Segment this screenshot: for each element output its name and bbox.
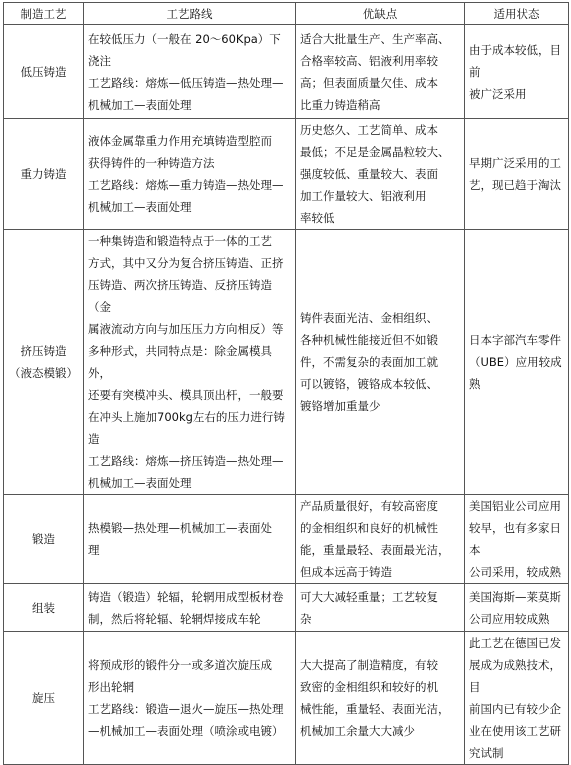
header-status: 适用状态: [465, 3, 569, 25]
cell-route-line: 热模锻—热处理—机械加工—表面处: [88, 521, 272, 535]
cell-route-line: 工艺路线：熔炼—低压铸造—热处理—: [88, 75, 284, 90]
cell-route-line: 属液流动方向与加压压力方向相反）等: [88, 322, 284, 336]
cell-pros-cons-line: 加工作量较大、铝液利用: [300, 189, 427, 203]
cell-pros-cons-line: 历史悠久、工艺简单、成本: [300, 123, 438, 137]
cell-status: [465, 119, 569, 230]
cell-process: [4, 230, 84, 495]
header-route: 工艺路线: [84, 3, 296, 25]
cell-status-line: 美国铝业公司应用: [469, 499, 561, 513]
cell-pros-cons-line: 可大大减轻重量；工艺较复: [300, 589, 438, 604]
cell-process-line: 低压铸造: [20, 64, 67, 79]
cell-pros-cons-line: 可以镀铬，镀铬成本较低、: [300, 377, 438, 391]
cell-route-line: 铸造（锻造）轮辐，轮辋用成型板材卷: [88, 589, 284, 604]
header-row: [4, 3, 569, 25]
cell-route-line: —机械加工—表面处理（喷涂或电镀）: [88, 724, 284, 738]
cell-pros-cons-line: 各种机械性能接近但不如锻: [300, 333, 438, 347]
table-row: [4, 584, 569, 632]
cell-pros-cons: [296, 495, 465, 584]
cell-process: [4, 495, 84, 584]
cell-status-line: 被广泛采用: [469, 86, 527, 101]
cell-route-line: 将预成形的锻件分一或多道次旋压成: [88, 658, 272, 672]
cell-status-line: 公司应用较成熟: [469, 611, 550, 626]
cell-status-line: 由于成本较低，目前: [469, 42, 561, 79]
cell-status-line: 艺，现已趋于淘汰: [469, 178, 561, 192]
cell-status-line: 美国海斯—莱莫斯: [469, 589, 561, 604]
cell-process-line: 旋压: [32, 691, 55, 705]
cell-pros-cons: [296, 584, 465, 632]
cell-pros-cons: [296, 25, 465, 119]
cell-route: [84, 495, 296, 584]
cell-route: [84, 230, 296, 495]
cell-pros-cons-line: 能，重量最轻、表面最光洁，: [300, 543, 450, 557]
cell-status: [465, 230, 569, 495]
cell-process: [4, 584, 84, 632]
cell-route: [84, 584, 296, 632]
cell-status-line: 究试制: [469, 746, 504, 760]
cell-process-line: 挤压铸造: [20, 344, 67, 358]
cell-pros-cons-line: 产品质量很好，有较高密度: [300, 499, 438, 513]
cell-route-line: 还要有突模冲头、模具顶出杆，一般要: [88, 388, 284, 402]
cell-route-line: 机械加工—表面处理: [88, 200, 192, 214]
header-process: 制造工艺: [4, 3, 84, 25]
cell-route-line: 在冲头上施加700kg左右的压力进行铸: [88, 410, 285, 424]
cell-pros-cons-line: 合格率较高、铝液利用率较: [300, 53, 438, 68]
cell-process-line: 重力铸造: [20, 167, 67, 181]
cell-route: [84, 119, 296, 230]
cell-route-line: 压铸造、两次挤压铸造、反挤压铸造（金: [88, 278, 272, 314]
cell-route-line: 在较低压力（一般在 20～60Kpa）下浇注: [88, 31, 281, 68]
cell-status: [465, 495, 569, 584]
cell-pros-cons-line: 致密的金相组织和较好的机: [300, 680, 438, 694]
cell-pros-cons-line: 高；但表面质量欠佳、成本: [300, 75, 438, 90]
cell-pros-cons-line: 适合大批量生产、生产率高、: [300, 31, 450, 46]
cell-status-line: 前国内已有较少企: [469, 702, 561, 716]
header-pros-cons: 优缺点: [296, 3, 465, 25]
cell-pros-cons-line: 镀铬增加重量少: [300, 399, 381, 413]
cell-route-line: 液体金属靠重力作用充填铸造型腔而: [88, 134, 272, 148]
table-row: [4, 25, 569, 119]
cell-pros-cons-line: 件，不需复杂的表面加工就: [300, 355, 438, 369]
cell-pros-cons-line: 最低；不足是金属晶粒较大、: [300, 145, 450, 159]
table-row: [4, 230, 569, 495]
cell-pros-cons-line: 但成本远高于铸造: [300, 565, 392, 579]
cell-pros-cons-line: 大大提高了制造精度，有较: [300, 658, 438, 672]
table-row: [4, 632, 569, 765]
cell-status: [465, 632, 569, 765]
cell-pros-cons: [296, 632, 465, 765]
cell-pros-cons-line: 强度较低、重量较大、表面: [300, 167, 438, 181]
cell-process: [4, 632, 84, 765]
cell-route-line: 机械加工—表面处理: [88, 97, 192, 112]
cell-route-line: 理: [88, 543, 100, 557]
cell-pros-cons-line: 铸件表面光洁、金相组织、: [300, 311, 438, 325]
cell-pros-cons-line: 的金相组织和良好的机械性: [300, 521, 438, 535]
cell-status: [465, 584, 569, 632]
cell-route: [84, 25, 296, 119]
cell-pros-cons-line: 率较低: [300, 211, 335, 225]
cell-route-line: 获得铸件的一种铸造方法: [88, 156, 215, 170]
cell-process-line: 锻造: [32, 532, 55, 546]
cell-route-line: 形出轮辋: [88, 680, 134, 694]
cell-pros-cons: [296, 119, 465, 230]
cell-route-line: 一种集铸造和锻造特点于一体的工艺: [88, 234, 272, 248]
table-row: [4, 119, 569, 230]
cell-route-line: 工艺路线：熔炼—重力铸造—热处理—: [88, 178, 284, 192]
cell-route-line: 制，然后将轮辐、轮辋焊接成车轮: [88, 611, 261, 626]
cell-status-line: 较早，也有多家日本: [469, 521, 561, 557]
cell-pros-cons-line: 机械加工余量大大减少: [300, 724, 415, 738]
wheel-manufacturing-process-table: [3, 2, 569, 765]
cell-route-line: 造: [88, 432, 100, 446]
cell-pros-cons: [296, 230, 465, 495]
cell-pros-cons-line: 械性能，重量轻、表面光洁，: [300, 702, 450, 716]
cell-process: [4, 119, 84, 230]
cell-status-line: 展成为成熟技术，目: [469, 658, 561, 694]
cell-route-line: 方式，其中又分为复合挤压铸造、正挤: [88, 256, 284, 270]
cell-status-line: 此工艺在德国已发: [469, 636, 561, 650]
cell-route-line: 多种形式，共同特点是：除金属模具外，: [88, 344, 272, 380]
cell-status-line: 业在使用该工艺研: [469, 724, 561, 738]
cell-status-line: （UBE）应用较成熟: [469, 355, 562, 391]
cell-pros-cons-line: 杂: [300, 611, 312, 626]
cell-process-line: 组装: [32, 600, 55, 615]
cell-process: [4, 25, 84, 119]
cell-route-line: 机械加工—表面处理: [88, 476, 192, 490]
cell-process-line: （液态模锻）: [9, 366, 78, 380]
cell-status-line: 日本字部汽车零件: [469, 333, 561, 347]
cell-route: [84, 632, 296, 765]
cell-status: [465, 25, 569, 119]
cell-status-line: 公司采用，较成熟: [469, 565, 561, 579]
cell-route-line: 工艺路线：锻造—退火—旋压—热处理: [88, 702, 284, 716]
cell-status-line: 早期广泛采用的工: [469, 156, 561, 170]
table-row: [4, 495, 569, 584]
cell-pros-cons-line: 比重力铸造稍高: [300, 97, 381, 112]
cell-route-line: 工艺路线：熔炼—挤压铸造—热处理—: [88, 454, 284, 468]
